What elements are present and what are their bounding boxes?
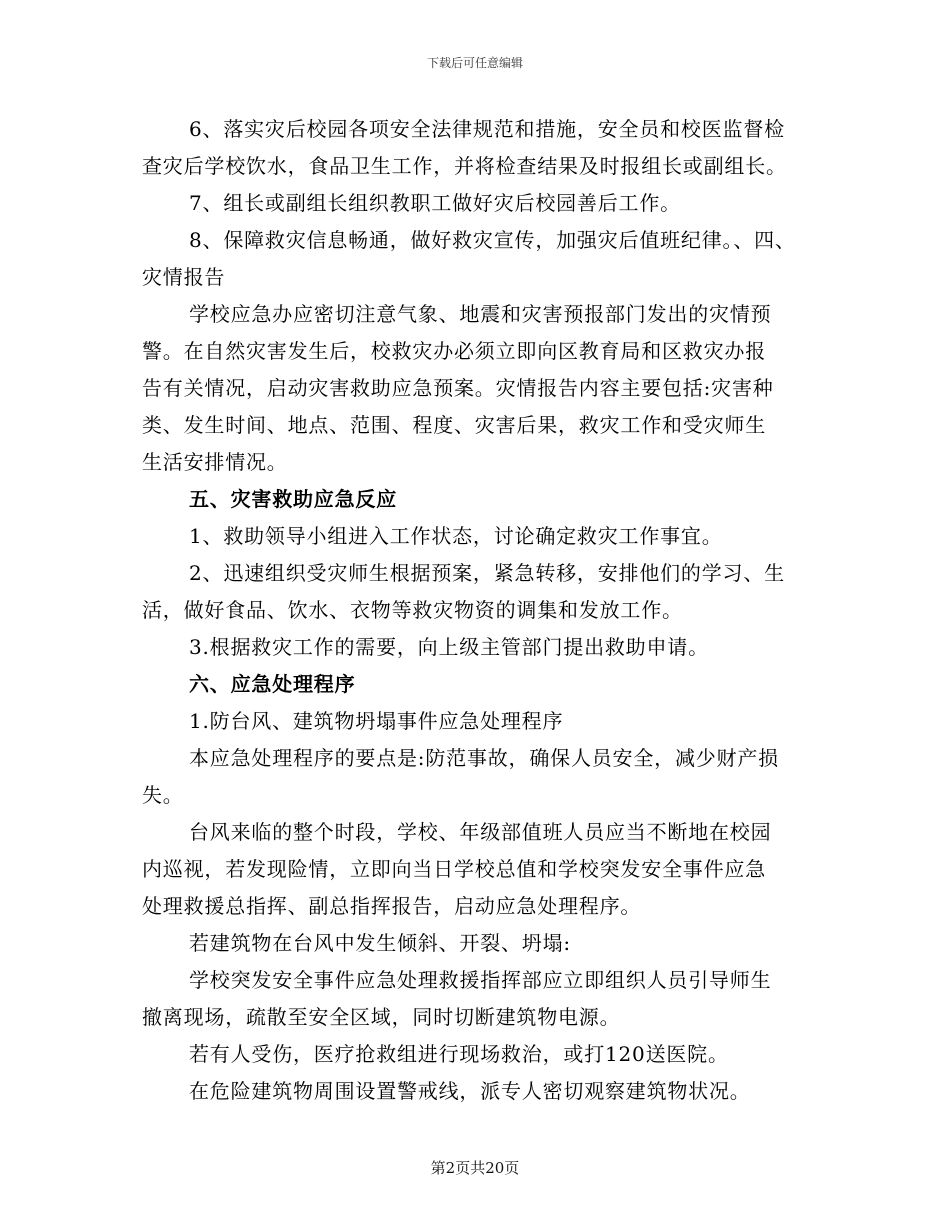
text-line: 告有关情况，启动灾害救助应急预案。灾情报告内容主要包括:灾害种 — [142, 376, 774, 400]
page-footer: 第2页共20页 — [430, 1159, 520, 1177]
text-line: 7、组长或副组长组织教职工做好灾后校园善后工作。 — [189, 191, 681, 215]
text-line: 8、保障救灾信息畅通，做好救灾宣传，加强灾后值班纪律。、四、 — [189, 228, 796, 252]
text-line: 撤离现场，疏散至安全区域，同时切断建筑物电源。 — [142, 1005, 621, 1029]
text-line: 学校应急办应密切注意气象、地震和灾害预报部门发出的灾情预 — [189, 302, 772, 326]
text-line: 学校突发安全事件应急处理救援指挥部应立即组织人员引导师生 — [189, 968, 772, 992]
section-heading: 六、应急处理程序 — [189, 672, 356, 696]
text-line: 6、落实灾后校园各项安全法律规范和措施，安全员和校医监督检 — [189, 117, 785, 141]
text-line: 若有人受伤，医疗抢救组进行现场救治，或打120送医院。 — [189, 1042, 729, 1066]
text-line: 在危险建筑物周围设置警戒线，派专人密切观察建筑物状况。 — [189, 1079, 751, 1103]
text-line: 灾情报告 — [142, 265, 226, 289]
text-line: 3.根据救灾工作的需要，向上级主管部门提出救助申请。 — [189, 635, 709, 659]
text-line: 1、救助领导小组进入工作状态，讨论确定救灾工作事宜。 — [189, 524, 723, 548]
page-header: 下载后可任意编辑 — [426, 56, 523, 70]
text-line: 若建筑物在台风中发生倾斜、开裂、坍塌: — [189, 931, 571, 955]
text-line: 内巡视，若发现险情，立即向当日学校总值和学校突发安全事件应急 — [142, 857, 766, 881]
section-heading: 五、灾害救助应急反应 — [189, 487, 397, 511]
document-body — [142, 111, 822, 1110]
text-line: 生活安排情况。 — [142, 450, 288, 474]
text-line: 处理救援总指挥、副总指挥报告，启动应急处理程序。 — [142, 894, 642, 918]
text-line: 2、迅速组织受灾师生根据预案，紧急转移，安排他们的学习、生 — [189, 561, 785, 585]
text-line: 本应急处理程序的要点是:防范事故，确保人员安全，减少财产损 — [189, 746, 779, 770]
text-line: 查灾后学校饮水，食品卫生工作，并将检查结果及时报组长或副组长。 — [142, 154, 787, 178]
text-line: 失。 — [142, 783, 184, 807]
text-line: 活，做好食品、饮水、衣物等救灾物资的调集和发放工作。 — [142, 598, 683, 622]
text-line: 类、发生时间、地点、范围、程度、灾害后果，救灾工作和受灾师生 — [142, 413, 766, 437]
text-line: 台风来临的整个时段，学校、年级部值班人员应当不断地在校园 — [189, 820, 772, 844]
text-line: 警。在自然灾害发生后，校救灾办必须立即向区教育局和区救灾办报 — [142, 339, 766, 363]
text-line: 1.防台风、建筑物坍塌事件应急处理程序 — [189, 709, 564, 733]
